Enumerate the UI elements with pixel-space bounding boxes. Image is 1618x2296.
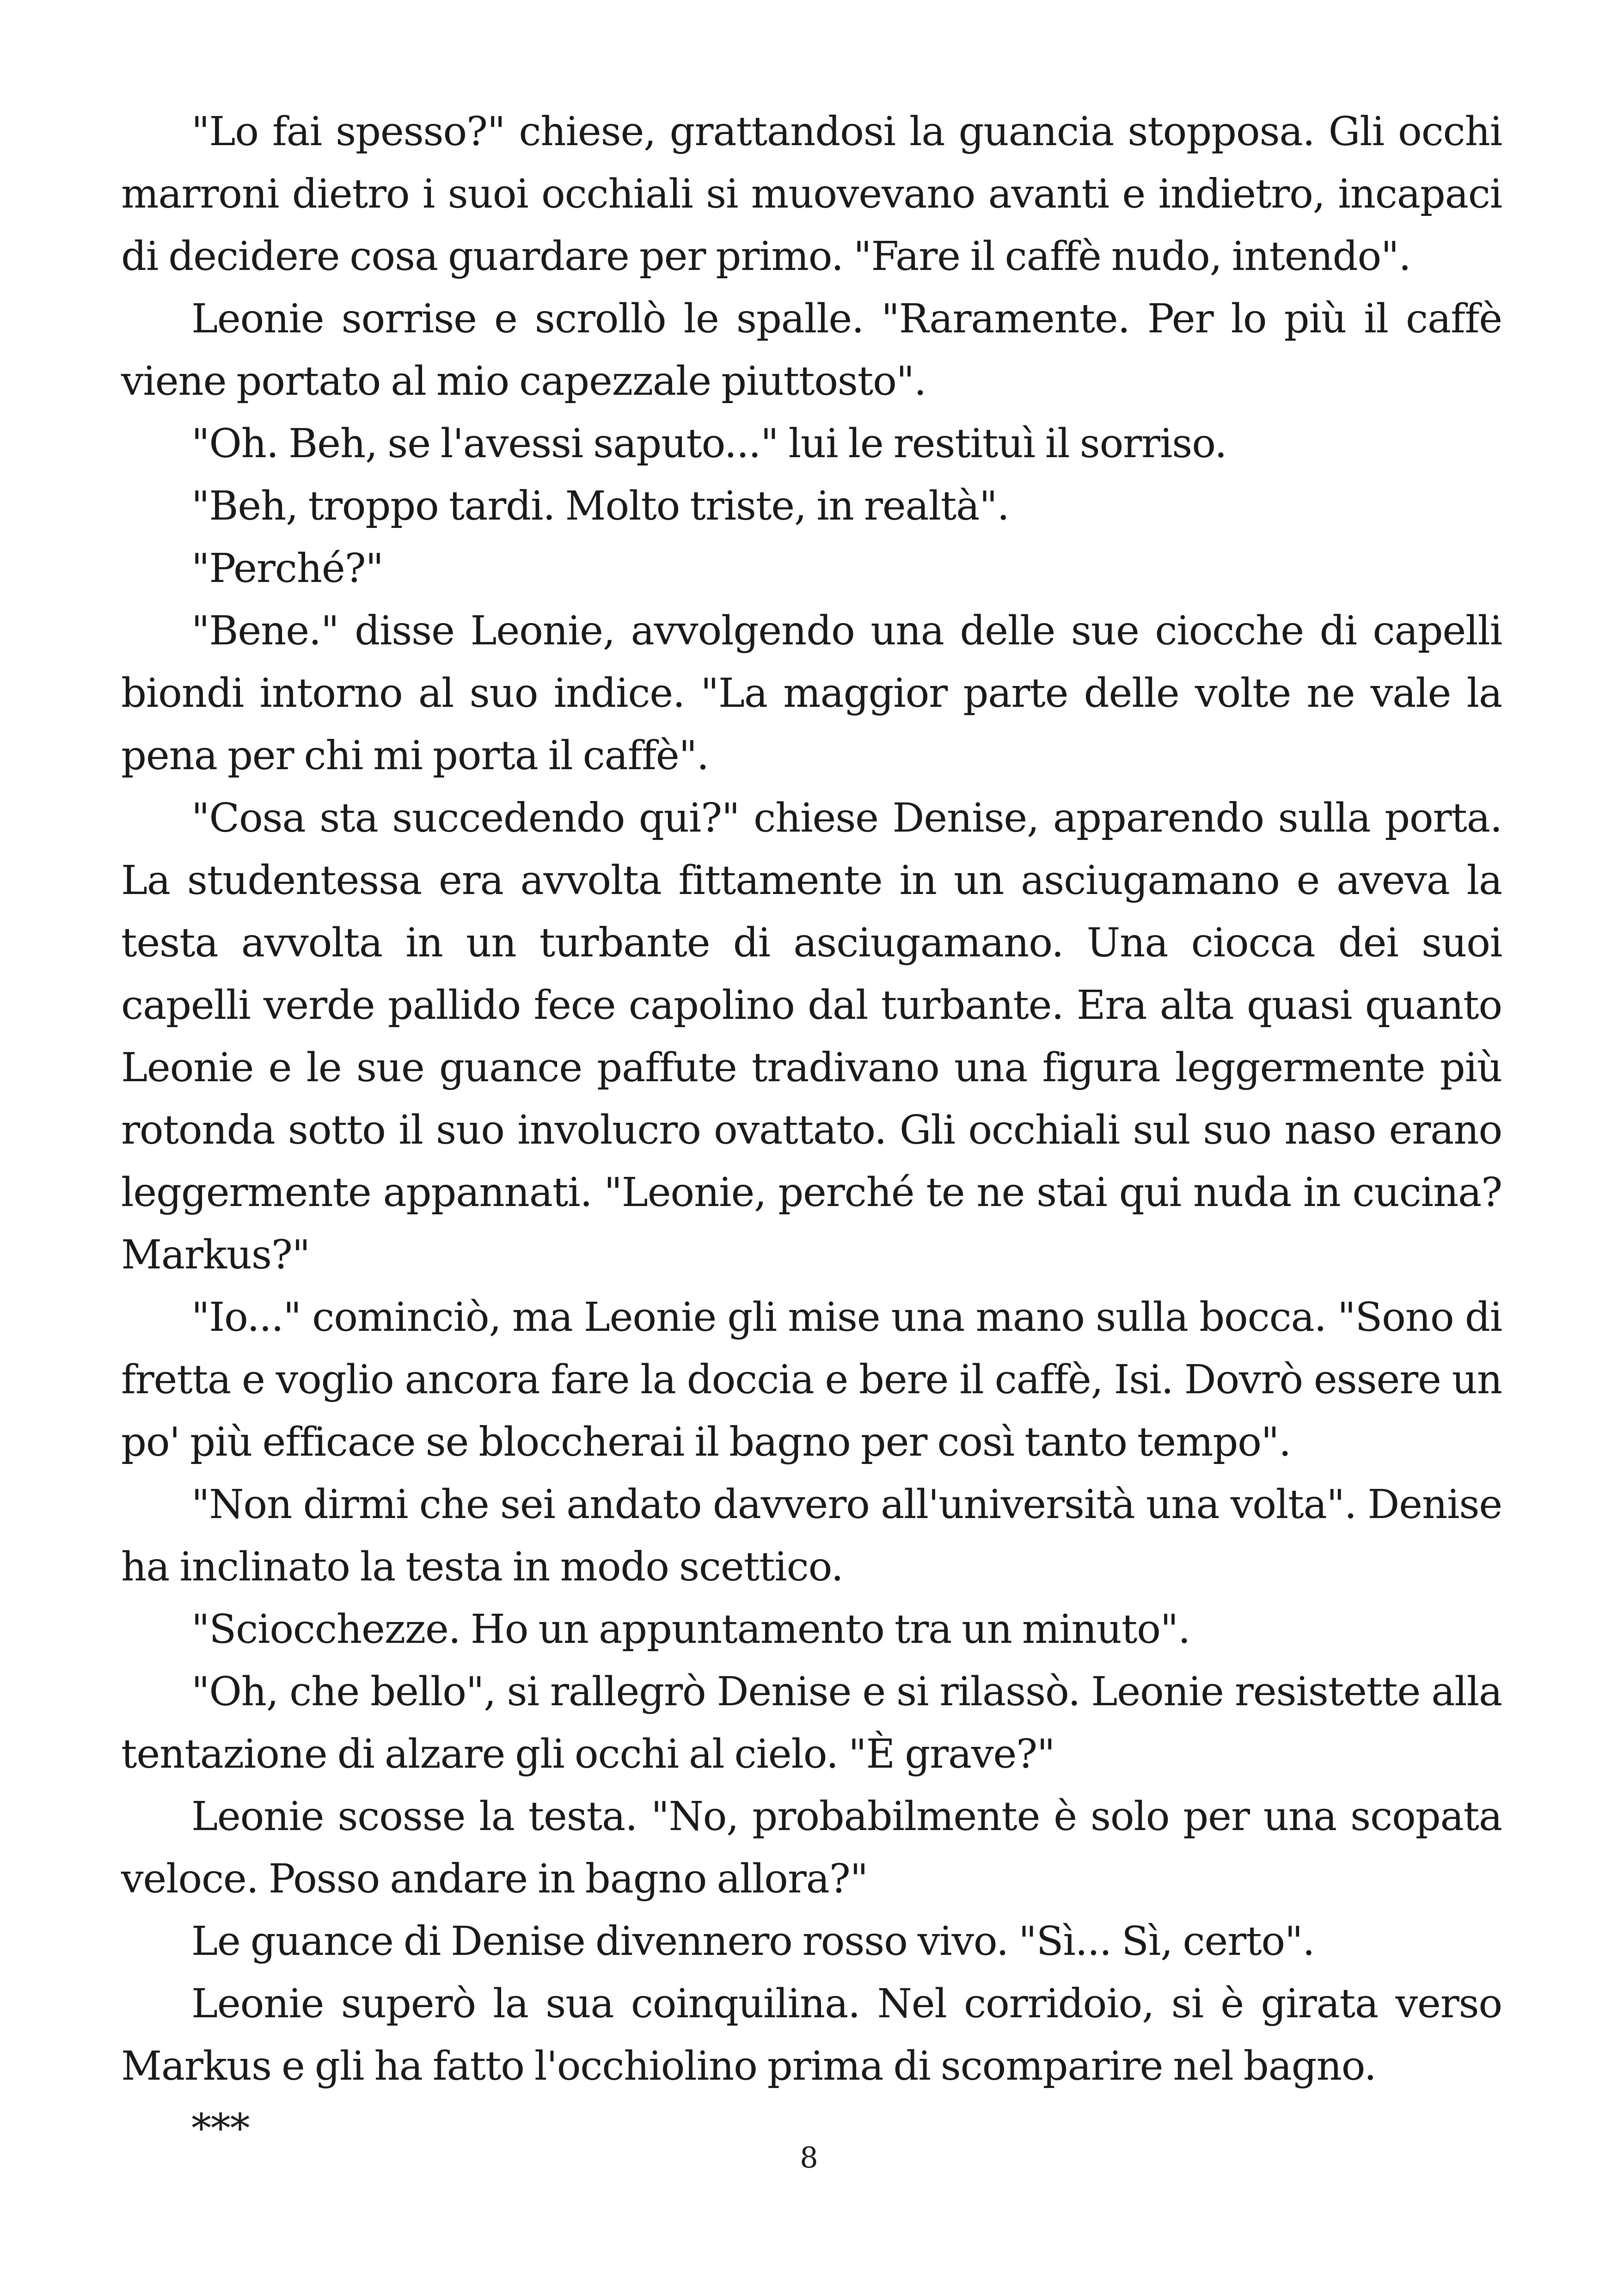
paragraph-7: "Cosa sta succedendo qui?" chiese Denise, apparendo sulla porta. La studentessa era avvolta fittamente in un asciugamano e aveva la testa avvolta in un turbante di asciugamano. Una ciocca dei suoi capelli verde pallido fece capolino dal turbante. Era alta quasi quanto Leonie e le sue guance paffute tradivano una figura leggermente più rotonda sotto il suo involucro ovattato. Gli occhiali sul suo naso erano leggermente appannati. "Leonie, perché te ne stai qui nuda in cucina? Markus?": [121, 795, 1502, 1278]
paragraph-11: "Oh, che bello", si rallegrò Denise e si rilassò. Leonie resistette alla tentazione di alzare gli occhi al cielo. "È grave?": [121, 1669, 1502, 1777]
scene-break: ***: [191, 2106, 250, 2152]
paragraph-5: "Perché?": [191, 545, 383, 592]
paragraph-10: "Sciocchezze. Ho un appuntamento tra un minuto".: [191, 1606, 1190, 1653]
paragraph-6: "Bene." disse Leonie, avvolgendo una delle sue ciocche di capelli biondi intorno al suo indice. "La maggior parte delle volte ne vale la pena per chi mi porta il caffè".: [121, 608, 1502, 779]
paragraph-8: "Io..." cominciò, ma Leonie gli mise una mano sulla bocca. "Sono di fretta e voglio ancora fare la doccia e bere il caffè, Isi. Dovrò essere un po' più efficace se bloccherai il bagno per così tanto tempo".: [121, 1294, 1502, 1465]
paragraph-2: Leonie sorrise e scrollò le spalle. "Raramente. Per lo più il caffè viene portato al mio capezzale piuttosto".: [121, 296, 1502, 404]
paragraph-1: "Lo fai spesso?" chiese, grattandosi la guancia stopposa. Gli occhi marroni dietro i suoi occhiali si muovevano avanti e indietro, incapaci di decidere cosa guardare per primo. "Fare il caffè nudo, intendo".: [121, 109, 1502, 280]
page-number: 8: [800, 2141, 818, 2174]
page-text-body: [121, 101, 1502, 2160]
paragraph-12: Leonie scosse la testa. "No, probabilmente è solo per una scopata veloce. Posso andare in bagno allora?": [121, 1794, 1502, 1902]
paragraph-14: Leonie superò la sua coinquilina. Nel corridoio, si è girata verso Markus e gli ha fatto l'occhiolino prima di scomparire nel bagno.: [121, 1981, 1502, 2089]
paragraph-9: "Non dirmi che sei andato davvero all'università una volta". Denise ha inclinato la testa in modo scettico.: [121, 1482, 1502, 1590]
paragraph-4: "Beh, troppo tardi. Molto triste, in realtà".: [191, 483, 1009, 529]
paragraph-13: Le guance di Denise divennero rosso vivo. "Sì... Sì, certo".: [191, 1918, 1315, 1965]
paragraph-3: "Oh. Beh, se l'avessi saputo..." lui le restituì il sorriso.: [191, 421, 1227, 467]
